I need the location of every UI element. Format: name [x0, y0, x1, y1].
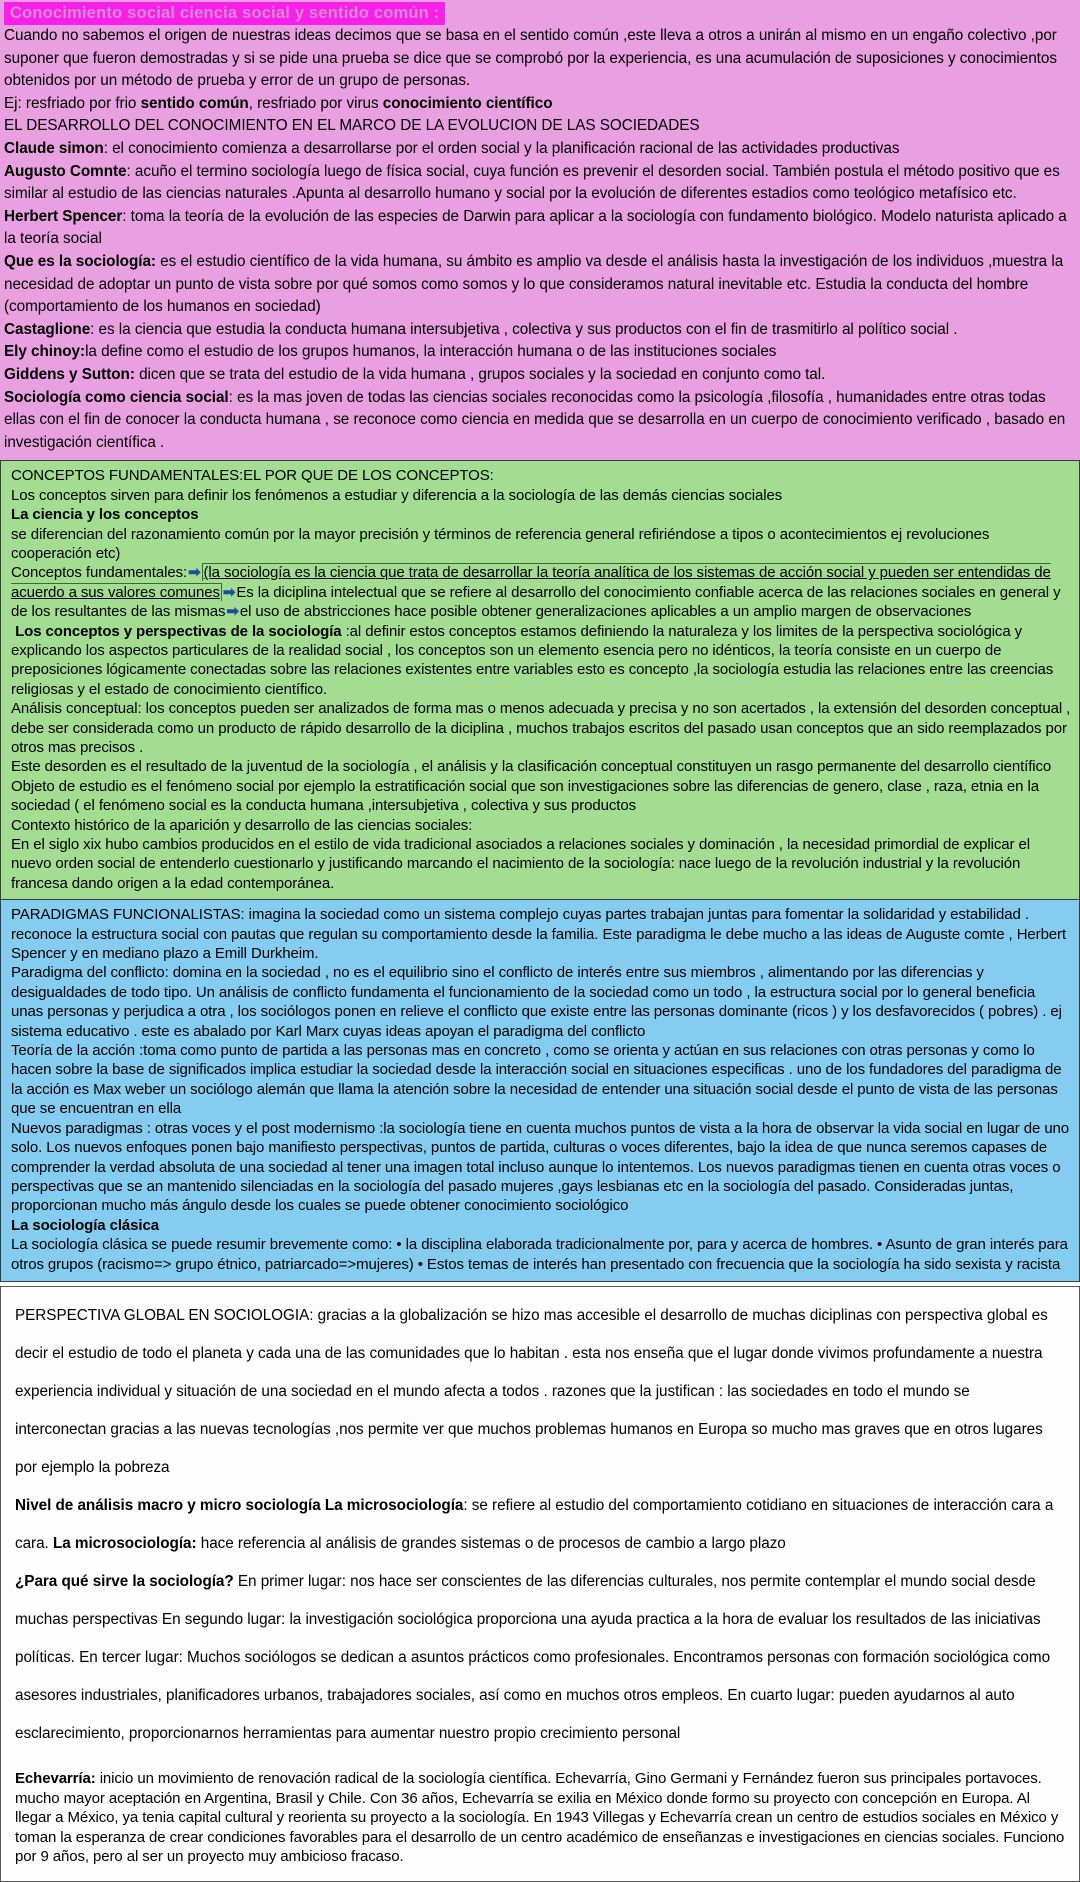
- term-herbert-spencer: Herbert Spencer: [4, 207, 123, 225]
- entry-sociologia-ciencia-social: [4, 387, 1076, 455]
- green-intro: Los conceptos sirven para definir los fenómenos a estudiar y diferencia a la sociología de las demás ciencias sociales: [11, 486, 783, 504]
- green-subheading-ciencia-conceptos: [11, 505, 1071, 524]
- white-para-que-bold: ¿Para qué sirve la sociología?: [15, 1572, 234, 1590]
- white-nivel-text-2: hace referencia al análisis de grandes sistemas o de procesos de cambio a largo plazo: [196, 1534, 786, 1552]
- white-nivel-analisis: [15, 1487, 1065, 1563]
- text-augusto-comnte: : acuño el termino sociología luego de física social, cuya función es prevenir el desorden social. También postula el método positivo que es similar al estudio de las ciencias naturales .Apunta al desarrollo humano y social por la evolución de diferentes estadios como teológico metafísico etc.: [4, 162, 1060, 203]
- section-title-highlighted: [4, 2, 1076, 25]
- ejemplo-bold-sentido-comun: sentido común: [140, 94, 249, 112]
- text-herbert-spencer: : toma la teoría de la evolución de las especies de Darwin para aplicar a la sociología con fundamento biológico. Modelo naturista aplicado a la teoría social: [4, 207, 1067, 248]
- entry-ely-chinoy: [4, 341, 1076, 364]
- green-analisis-conceptual: Análisis conceptual: los conceptos pueden ser analizados de forma mas o menos adecuada y precisa y no son acertados , la extensión del desorden conceptual , debe ser considerada como un producto de rápido desarrollo de la diciplina , muchos trabajos escritos del pasado usan conceptos que an sido reemplazados por otros mas precisos .: [11, 700, 1071, 756]
- paragraph-sentido-comun: Cuando no sabemos el origen de nuestras ideas decimos que se basa en el sentido común ,este lleva a otros a unirán al mismo en un engaño colectivo ,por suponer que fueron demostradas y si se pide una prueba se dice que se comprobó por la experiencia, es una acumulación de suposiciones y conocimientos obtenidos por un método de prueba y error de un grupo de personas.: [4, 27, 1057, 90]
- term-claude-simon: Claude simon: [4, 139, 104, 157]
- term-giddens-sutton: Giddens y Sutton:: [4, 365, 135, 383]
- section-conocimiento-social: [0, 0, 1080, 460]
- green-contexto-historico-text: En el siglo xix hubo cambios producidos en el estilo de vida tradicional asociados a relaciones sociales y dominación , la necesidad primordial de explicar el nuevo orden social de entenderlo cuestionarlo y justificando marcando el nacimiento de la sociología: nace luego de la revolución industrial y la revolución francesa dando origen a la edad contemporánea.: [11, 836, 1030, 892]
- white-para-que-sirve: [15, 1563, 1065, 1753]
- text-sociologia-ciencia-social: : es la mas joven de todas las ciencias sociales reconocidas como la psicología ,filosofía , humanidades entre otras todas ellas con el fin de conocer la conducta humana , se reconoce como ciencia en medida que se desarrolla en un cuerpo de conocimiento verificado , basado en investigación científica .: [4, 388, 1066, 451]
- green-conceptos-perspectivas-text: :al definir estos conceptos estamos definiendo la naturaleza y los limites de la perspectiva sociológica y explicando los aspectos particulares de la realidad social , los conceptos son un elemento esencia pero no idénticos, la teoría consiste en un cuerpo de preposiciones lógicamente conectadas sobre las relaciones existentes entre variables esto es concepto ,la sociología estudia las relaciones entre las creencias religiosas y el estado de conocimiento científico.: [11, 622, 1054, 698]
- paragraph-ejemplo: [4, 93, 1076, 116]
- white-echevarria-text: inicio un movimiento de renovación radical de la sociología científica. Echevarría, Gino Germani y Fernández fueron sus principales portavoces. mucho mayor aceptación en Argentina, Brasil y Chile. Con 36 años, Echevarría se exilia en México donde formo su proyecto con concepción en Europa. Al llegar a México, ya tenia capital cultural y reorienta su proyecto a la sociología. En 1943 Villegas y Echevarría crean un centro de estudios sociales en México y toman la esperanza de crear condiciones favorables para el desarrollo de un centro académico de enseñanzas e investigaciones en ciencias sociales. Funciono por 9 años, pero al ser un proyecto muy ambicioso fracaso.: [15, 1769, 1065, 1866]
- term-ely-chinoy: Ely chinoy:: [4, 343, 86, 361]
- section-conceptos-fundamentales: [0, 460, 1080, 900]
- arrow-right-icon: ➡: [188, 564, 201, 582]
- term-sociologia-ciencia-social: Sociología como ciencia social: [4, 388, 229, 406]
- entry-giddens-sutton: [4, 364, 1076, 387]
- blue-paradigma-conflicto: Paradigma del conflicto: domina en la sociedad , no es el equilibrio sino el conflicto de interés entre sus miembros , alimentando por las diferencias y desigualdades de todo tipo. Un análisis de conflicto fundamenta el funcionamiento de la sociedad como un todo , la estructura social por lo general beneficia unas personas y perjudica a otra , los sociólogos ponen en relieve el conflicto que existe entre las personas dominante (ricos ) y los desfavorecidos ( pobres) . ej sistema educativo . este es abalado por Karl Marx cuyas ideas apoyan el paradigma del conflicto: [11, 964, 1062, 1040]
- arrow-right-icon-3: ➡: [226, 603, 239, 621]
- page-title: Conocimiento social ciencia social y sentido común :: [4, 2, 445, 25]
- text-giddens-sutton: dicen que se trata del estudio de la vida humana , grupos sociales y la sociedad en conjunto como tal.: [134, 365, 826, 383]
- green-subheading-2-text: Los conceptos y perspectivas de la sociología: [15, 622, 342, 640]
- green-contexto-historico-label: Contexto histórico de la aparición y desarrollo de las ciencias sociales:: [11, 816, 473, 834]
- green-heading: CONCEPTOS FUNDAMENTALES:EL POR QUE DE LOS CONCEPTOS:: [11, 467, 494, 485]
- white-nivel-text-1: : se refiere al estudio del comportamiento cotidiano en situaciones de interacción cara a cara.: [15, 1496, 1054, 1552]
- green-este-desorden: Este desorden es el resultado de la juventud de la sociología , el análisis y la clasificación conceptual constituyen un rasgo permanente del desarrollo científico: [11, 758, 1052, 776]
- blue-paradigmas-funcionalistas: PARADIGMAS FUNCIONALISTAS: imagina la sociedad como un sistema complejo cuyas partes trabajan juntas para fomentar la solidaridad y estabilidad . reconoce la estructura social con pautas que regulan su comportamiento desde la familia. Este paradigma le debe mucho a las ideas de Auguste comte , Herbert Spencer y en mediano plazo a Emill Durkheim.: [11, 906, 1067, 963]
- ejemplo-mid: , resfriado por virus: [248, 94, 383, 112]
- text-claude-simon: : el conocimiento comienza a desarrollarse por el orden social y la planificación racional de las actividades productivas: [103, 139, 900, 157]
- term-castaglione: Castaglione: [4, 320, 91, 338]
- white-echevarria: [15, 1769, 1065, 1867]
- text-ely-chinoy: la define como el estudio de los grupos humanos, la interacción humana o de las instituciones sociales: [85, 343, 777, 361]
- white-perspectiva-global: PERSPECTIVA GLOBAL EN SOCIOLOGIA: gracias a la globalización se hizo mas accesible el desarrollo de muchas diciplinas con perspectiva global es decir el estudio de todo el planeta y cada una de las comunidades que lo habitan . esta nos enseña que el lugar donde vivimos profundamente a nuestra experiencia individual y situación de una sociedad en el mundo afecta a todos . razones que la justifican : las sociedades en todo el mundo se interconectan gracias a las nuevas tecnologías ,nos permite ver que muchos problemas humanos en Europa so mucho mas graves que en otros lugares por ejemplo la pobreza: [15, 1306, 1048, 1476]
- green-conceptos-boxed-underlined: (la sociología es la ciencia que trata de desarrollar la teoría analítica de los sistemas de acción social y pueden ser entendidas de acuerdo a sus valores comunes: [11, 564, 1051, 601]
- entry-herbert-spencer: [4, 206, 1076, 251]
- white-nivel-bold-1: Nivel de análisis macro y micro sociología La microsociología: [15, 1496, 464, 1514]
- green-subheading-1-text: La ciencia y los conceptos: [11, 506, 199, 524]
- text-que-es-sociologia: es el estudio científico de la vida humana, su ámbito es amplio va desde el análisis hasta la investigación de los individuos ,muestra la necesidad de adoptar un punto de vista sobre por qué somos como somos y lo que consideramos natural inevitable etc. Estudia la conducta del hombre (comportamiento de los humanos en sociedad): [4, 252, 1064, 316]
- entry-augusto-comnte: [4, 161, 1076, 206]
- section-spacer: [15, 1753, 1065, 1769]
- arrow-right-icon-2: ➡: [222, 583, 236, 601]
- green-conceptos-part2: Es la diciplina intelectual que se refiere al desarrollo del conocimiento confiable acerca de las relaciones sociales en general y de los resultantes de las mismas: [11, 583, 1061, 621]
- entry-castaglione: [4, 319, 1076, 342]
- white-nivel-bold-2: La microsociología:: [52, 1534, 197, 1552]
- green-conceptos-part3: el uso de abstricciones hace posible obtener generalizaciones aplicables a un amplio margen de observaciones: [239, 603, 972, 621]
- ejemplo-bold-conocimiento-cientifico: conocimiento científico: [382, 94, 553, 112]
- blue-subheading-sociologia-clasica: [11, 1216, 1071, 1235]
- section-paradigmas: [0, 900, 1080, 1282]
- white-para-que-text: En primer lugar: nos hace ser conscientes de las diferencias culturales, nos permite contemplar el mundo social desde muchas perspectivas En segundo lugar: la investigación sociológica proporciona una ayuda practica a la hora de evaluar los resultados de las iniciativas políticas. En tercer lugar: Muchos sociólogos se dedican a asuntos prácticos como profesionales. Encontramos personas con formación sociológica como asesores industriales, planificadores urbanos, trabajadores sociales, así como en muchos otros empleos. En cuarto lugar: pueden ayudarnos al auto esclarecimiento, proporcionarnos herramientas para aumentar nuestro propio crecimiento personal: [15, 1572, 1051, 1742]
- green-objeto-de-estudio: Objeto de estudio es el fenómeno social por ejemplo la estratificación social que son investigaciones sobre las diferencias de genero, clase , raza, etnia en la sociedad ( el fenómeno social es la conducta humana ,intersubjetiva , colectiva y sus productos: [11, 777, 1039, 815]
- blue-nuevos-paradigmas: Nuevos paradigmas : otras voces y el post modernismo :la sociología tiene en cuenta muchos puntos de vista a la hora de observar la vida social en lugar de uno solo. Los nuevos enfoques ponen bajo manifiesto perspectivas, puntos de partida, culturas o voces diferentes, bajo la idea de que nunca seremos capases de comprender la verdad absoluta de una sociedad al tener una imagen total incluso aunque lo intentemos. Los nuevos paradigmas tienen en cuenta otras voces o perspectivas que se an mantenido silenciadas en la sociología del pasado mujeres ,gays lesbianas etc en la sociología del pasado. Consideradas juntas, proporcionan mucho más ángulo desde los cuales se puede obtener conocimiento sociológico: [11, 1119, 1070, 1215]
- green-conceptos-label: Conceptos fundamentales:: [11, 564, 188, 582]
- green-line-diferencian: se diferencian del razonamiento común por la mayor precisión y términos de referencia general refiriéndose a tipos o acontecimientos ej revoluciones cooperación etc): [11, 525, 990, 562]
- blue-teoria-accion: Teoría de la acción :toma como punto de partida a las personas mas en concreto , como se orienta y actúan en sus relaciones con otras personas y como lo hacen sobre la base de significados implica estudiar la sociedad desde la interacción social en situaciones especificas . uno de los fundadores del paradigma de la acción es Max weber un sociólogo alemán que llama la atención sobre la necesidad de entender una situación social desde el punto de vista de las personas que se encuentran en ella: [11, 1042, 1062, 1118]
- green-conceptos-fundamentales-block: [11, 563, 1071, 621]
- text-castaglione: : es la ciencia que estudia la conducta humana intersubjetiva , colectiva y sus productos con el fin de trasmitirlo al político social .: [90, 320, 958, 338]
- section-perspectiva-global: [0, 1286, 1080, 1882]
- blue-sociologia-clasica-text: La sociología clásica se puede resumir brevemente como: • la disciplina elaborada tradicionalmente por, para y acerca de hombres. • Asunto de gran interés para otros grupos (racismo=> grupo étnico, patriarcado=>mujeres) • Estos temas de interés han presentado con frecuencia que la sociología ha sido sexista y racista: [11, 1236, 1068, 1273]
- entry-claude-simon: [4, 138, 1076, 161]
- term-que-es-sociologia: Que es la sociología:: [4, 252, 156, 270]
- term-augusto-comnte: Augusto Comnte: [4, 162, 127, 180]
- white-echevarria-bold: Echevarría:: [15, 1769, 96, 1787]
- heading-desarrollo-conocimiento: EL DESARROLLO DEL CONOCIMIENTO EN EL MARCO DE LA EVOLUCION DE LAS SOCIEDADES: [4, 117, 700, 135]
- blue-subheading-text: La sociología clásica: [11, 1216, 159, 1234]
- green-conceptos-perspectivas-block: [11, 622, 1071, 700]
- entry-que-es-sociologia: [4, 251, 1076, 319]
- ejemplo-pre: Ej: resfriado por frio: [4, 94, 141, 112]
